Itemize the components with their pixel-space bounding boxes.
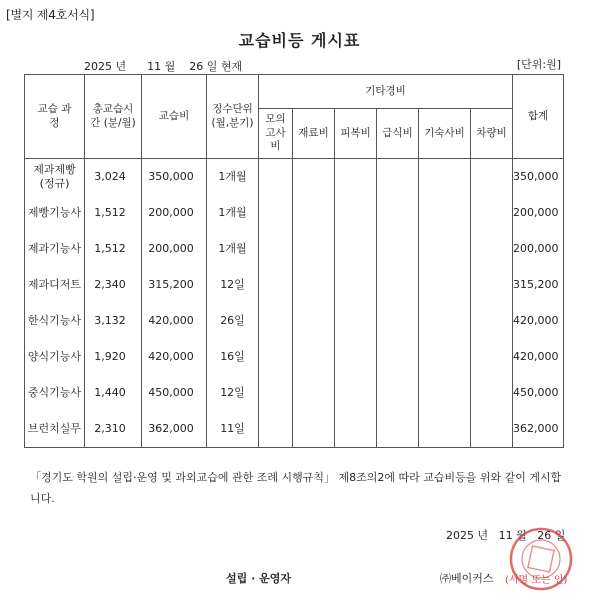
table-row bbox=[25, 375, 564, 411]
cell-vehicle bbox=[471, 267, 513, 303]
cell-materials bbox=[293, 231, 335, 267]
table-row bbox=[25, 339, 564, 375]
cell-mock-exam bbox=[259, 267, 293, 303]
cell-dormitory bbox=[419, 159, 471, 196]
cell-meals bbox=[377, 375, 419, 411]
cell-mock-exam bbox=[259, 411, 293, 448]
cell-dormitory bbox=[419, 195, 471, 231]
cell-total: 200,000 bbox=[513, 231, 564, 267]
table-row bbox=[25, 303, 564, 339]
table-row bbox=[25, 411, 564, 448]
table-row bbox=[25, 195, 564, 231]
header-materials: 재료비 bbox=[293, 109, 335, 159]
header-other-costs: 기타경비 bbox=[259, 75, 513, 109]
cell-vehicle bbox=[471, 195, 513, 231]
cell-total-hours: 3,132 bbox=[85, 303, 142, 339]
cell-collection-unit: 1개월 bbox=[207, 159, 259, 196]
cell-uniform bbox=[335, 195, 377, 231]
cell-collection-unit: 26일 bbox=[207, 303, 259, 339]
sig-day-unit: 일 bbox=[554, 529, 566, 542]
header-mock-exam: 모의 고사 비 bbox=[259, 109, 293, 159]
cell-collection-unit: 1개월 bbox=[207, 231, 259, 267]
cell-vehicle bbox=[471, 339, 513, 375]
cell-meals bbox=[377, 267, 419, 303]
cell-uniform bbox=[335, 159, 377, 196]
sig-year-unit: 년 bbox=[477, 529, 489, 542]
cell-dormitory bbox=[419, 231, 471, 267]
cell-course: 제빵기능사 bbox=[25, 195, 85, 231]
cell-total: 350,000 bbox=[513, 159, 564, 196]
sig-month-unit: 월 bbox=[516, 529, 527, 542]
sig-month: 11 bbox=[498, 529, 513, 542]
table-row bbox=[25, 159, 564, 196]
cell-meals bbox=[377, 159, 419, 196]
header-collection-unit: 징수단위 (월,분기) bbox=[207, 75, 259, 159]
cell-collection-unit: 1개월 bbox=[207, 195, 259, 231]
cell-meals bbox=[377, 195, 419, 231]
cell-mock-exam bbox=[259, 339, 293, 375]
date-day-unit: 일 현재 bbox=[206, 60, 243, 73]
cell-tuition: 315,200 bbox=[142, 267, 207, 303]
form-number-tag: [별지 제4호서식] bbox=[6, 8, 95, 22]
cell-meals bbox=[377, 231, 419, 267]
date-year-unit: 년 bbox=[115, 60, 127, 73]
cell-tuition: 450,000 bbox=[142, 375, 207, 411]
cell-course: 중식기능사 bbox=[25, 375, 85, 411]
cell-course: 브런치실무 bbox=[25, 411, 85, 448]
cell-course: 양식기능사 bbox=[25, 339, 85, 375]
header-tuition: 교습비 bbox=[142, 75, 207, 159]
header-total: 합계 bbox=[513, 75, 564, 159]
cell-tuition: 362,000 bbox=[142, 411, 207, 448]
cell-total: 420,000 bbox=[513, 339, 564, 375]
cell-mock-exam bbox=[259, 159, 293, 196]
cell-materials bbox=[293, 339, 335, 375]
cell-uniform bbox=[335, 303, 377, 339]
legal-notice: 「경기도 학원의 설립·운영 및 과외교습에 관한 조례 시행규칙」 제8조의2에 따라 교습비등을 위와 같이 게시합니다. bbox=[30, 471, 562, 505]
cell-course: 제과기능사 bbox=[25, 231, 85, 267]
founder-label: 설립 · 운영자 bbox=[226, 572, 291, 585]
cell-materials bbox=[293, 411, 335, 448]
header-total-hours: 총교습시간 (분/월) bbox=[85, 75, 142, 159]
table-row bbox=[25, 231, 564, 267]
cell-dormitory bbox=[419, 411, 471, 448]
cell-tuition: 420,000 bbox=[142, 303, 207, 339]
document-title: 교습비등 게시표 bbox=[238, 31, 361, 50]
cell-tuition: 350,000 bbox=[142, 159, 207, 196]
cell-vehicle bbox=[471, 159, 513, 196]
sig-day: 26 bbox=[537, 529, 552, 542]
cell-mock-exam bbox=[259, 231, 293, 267]
cell-tuition: 200,000 bbox=[142, 231, 207, 267]
cell-uniform bbox=[335, 267, 377, 303]
cell-vehicle bbox=[471, 375, 513, 411]
cell-total: 362,000 bbox=[513, 411, 564, 448]
cell-vehicle bbox=[471, 411, 513, 448]
cell-mock-exam bbox=[259, 195, 293, 231]
cell-course: 한식기능사 bbox=[25, 303, 85, 339]
cell-total: 200,000 bbox=[513, 195, 564, 231]
posting-date bbox=[84, 58, 242, 74]
cell-dormitory bbox=[419, 339, 471, 375]
cell-tuition: 420,000 bbox=[142, 339, 207, 375]
date-day: 26 bbox=[189, 60, 204, 73]
cell-meals bbox=[377, 303, 419, 339]
cell-dormitory bbox=[419, 303, 471, 339]
date-month-unit: 월 bbox=[164, 60, 176, 73]
cell-mock-exam bbox=[259, 303, 293, 339]
cell-total-hours: 1,440 bbox=[85, 375, 142, 411]
header-dormitory: 기숙사비 bbox=[419, 109, 471, 159]
cell-dormitory bbox=[419, 375, 471, 411]
company-name: ㈜베이커스 bbox=[440, 572, 494, 585]
cell-total: 420,000 bbox=[513, 303, 564, 339]
cell-materials bbox=[293, 267, 335, 303]
cell-total-hours: 1,512 bbox=[85, 195, 142, 231]
cell-total-hours: 2,340 bbox=[85, 267, 142, 303]
cell-collection-unit: 11일 bbox=[207, 411, 259, 448]
cell-total-hours: 1,920 bbox=[85, 339, 142, 375]
fee-table-body bbox=[25, 159, 564, 448]
cell-collection-unit: 12일 bbox=[207, 375, 259, 411]
cell-vehicle bbox=[471, 231, 513, 267]
cell-course: 제과제빵 (정규) bbox=[25, 159, 85, 196]
cell-total-hours: 2,310 bbox=[85, 411, 142, 448]
cell-meals bbox=[377, 411, 419, 448]
table-row bbox=[25, 267, 564, 303]
cell-total-hours: 1,512 bbox=[85, 231, 142, 267]
cell-dormitory bbox=[419, 267, 471, 303]
cell-meals bbox=[377, 339, 419, 375]
cell-collection-unit: 16일 bbox=[207, 339, 259, 375]
cell-uniform bbox=[335, 411, 377, 448]
cell-total: 315,200 bbox=[513, 267, 564, 303]
date-year: 2025 bbox=[84, 60, 112, 73]
cell-course: 제과디저트 bbox=[25, 267, 85, 303]
header-uniform: 피복비 bbox=[335, 109, 377, 159]
cell-uniform bbox=[335, 375, 377, 411]
cell-uniform bbox=[335, 231, 377, 267]
cell-materials bbox=[293, 303, 335, 339]
tuition-fee-table bbox=[24, 74, 564, 448]
cell-total: 450,000 bbox=[513, 375, 564, 411]
signature-placeholder: (서명 또는 인) bbox=[505, 575, 568, 586]
cell-vehicle bbox=[471, 303, 513, 339]
cell-materials bbox=[293, 195, 335, 231]
date-month: 11 bbox=[147, 60, 162, 73]
header-course: 교습 과정 bbox=[25, 75, 85, 159]
cell-collection-unit: 12일 bbox=[207, 267, 259, 303]
header-meals: 급식비 bbox=[377, 109, 419, 159]
unit-note: [단위:원] bbox=[516, 58, 561, 71]
cell-mock-exam bbox=[259, 375, 293, 411]
header-vehicle: 차량비 bbox=[471, 109, 513, 159]
sig-year: 2025 bbox=[446, 529, 474, 542]
cell-materials bbox=[293, 159, 335, 196]
cell-total-hours: 3,024 bbox=[85, 159, 142, 196]
cell-tuition: 200,000 bbox=[142, 195, 207, 231]
cell-materials bbox=[293, 375, 335, 411]
cell-uniform bbox=[335, 339, 377, 375]
